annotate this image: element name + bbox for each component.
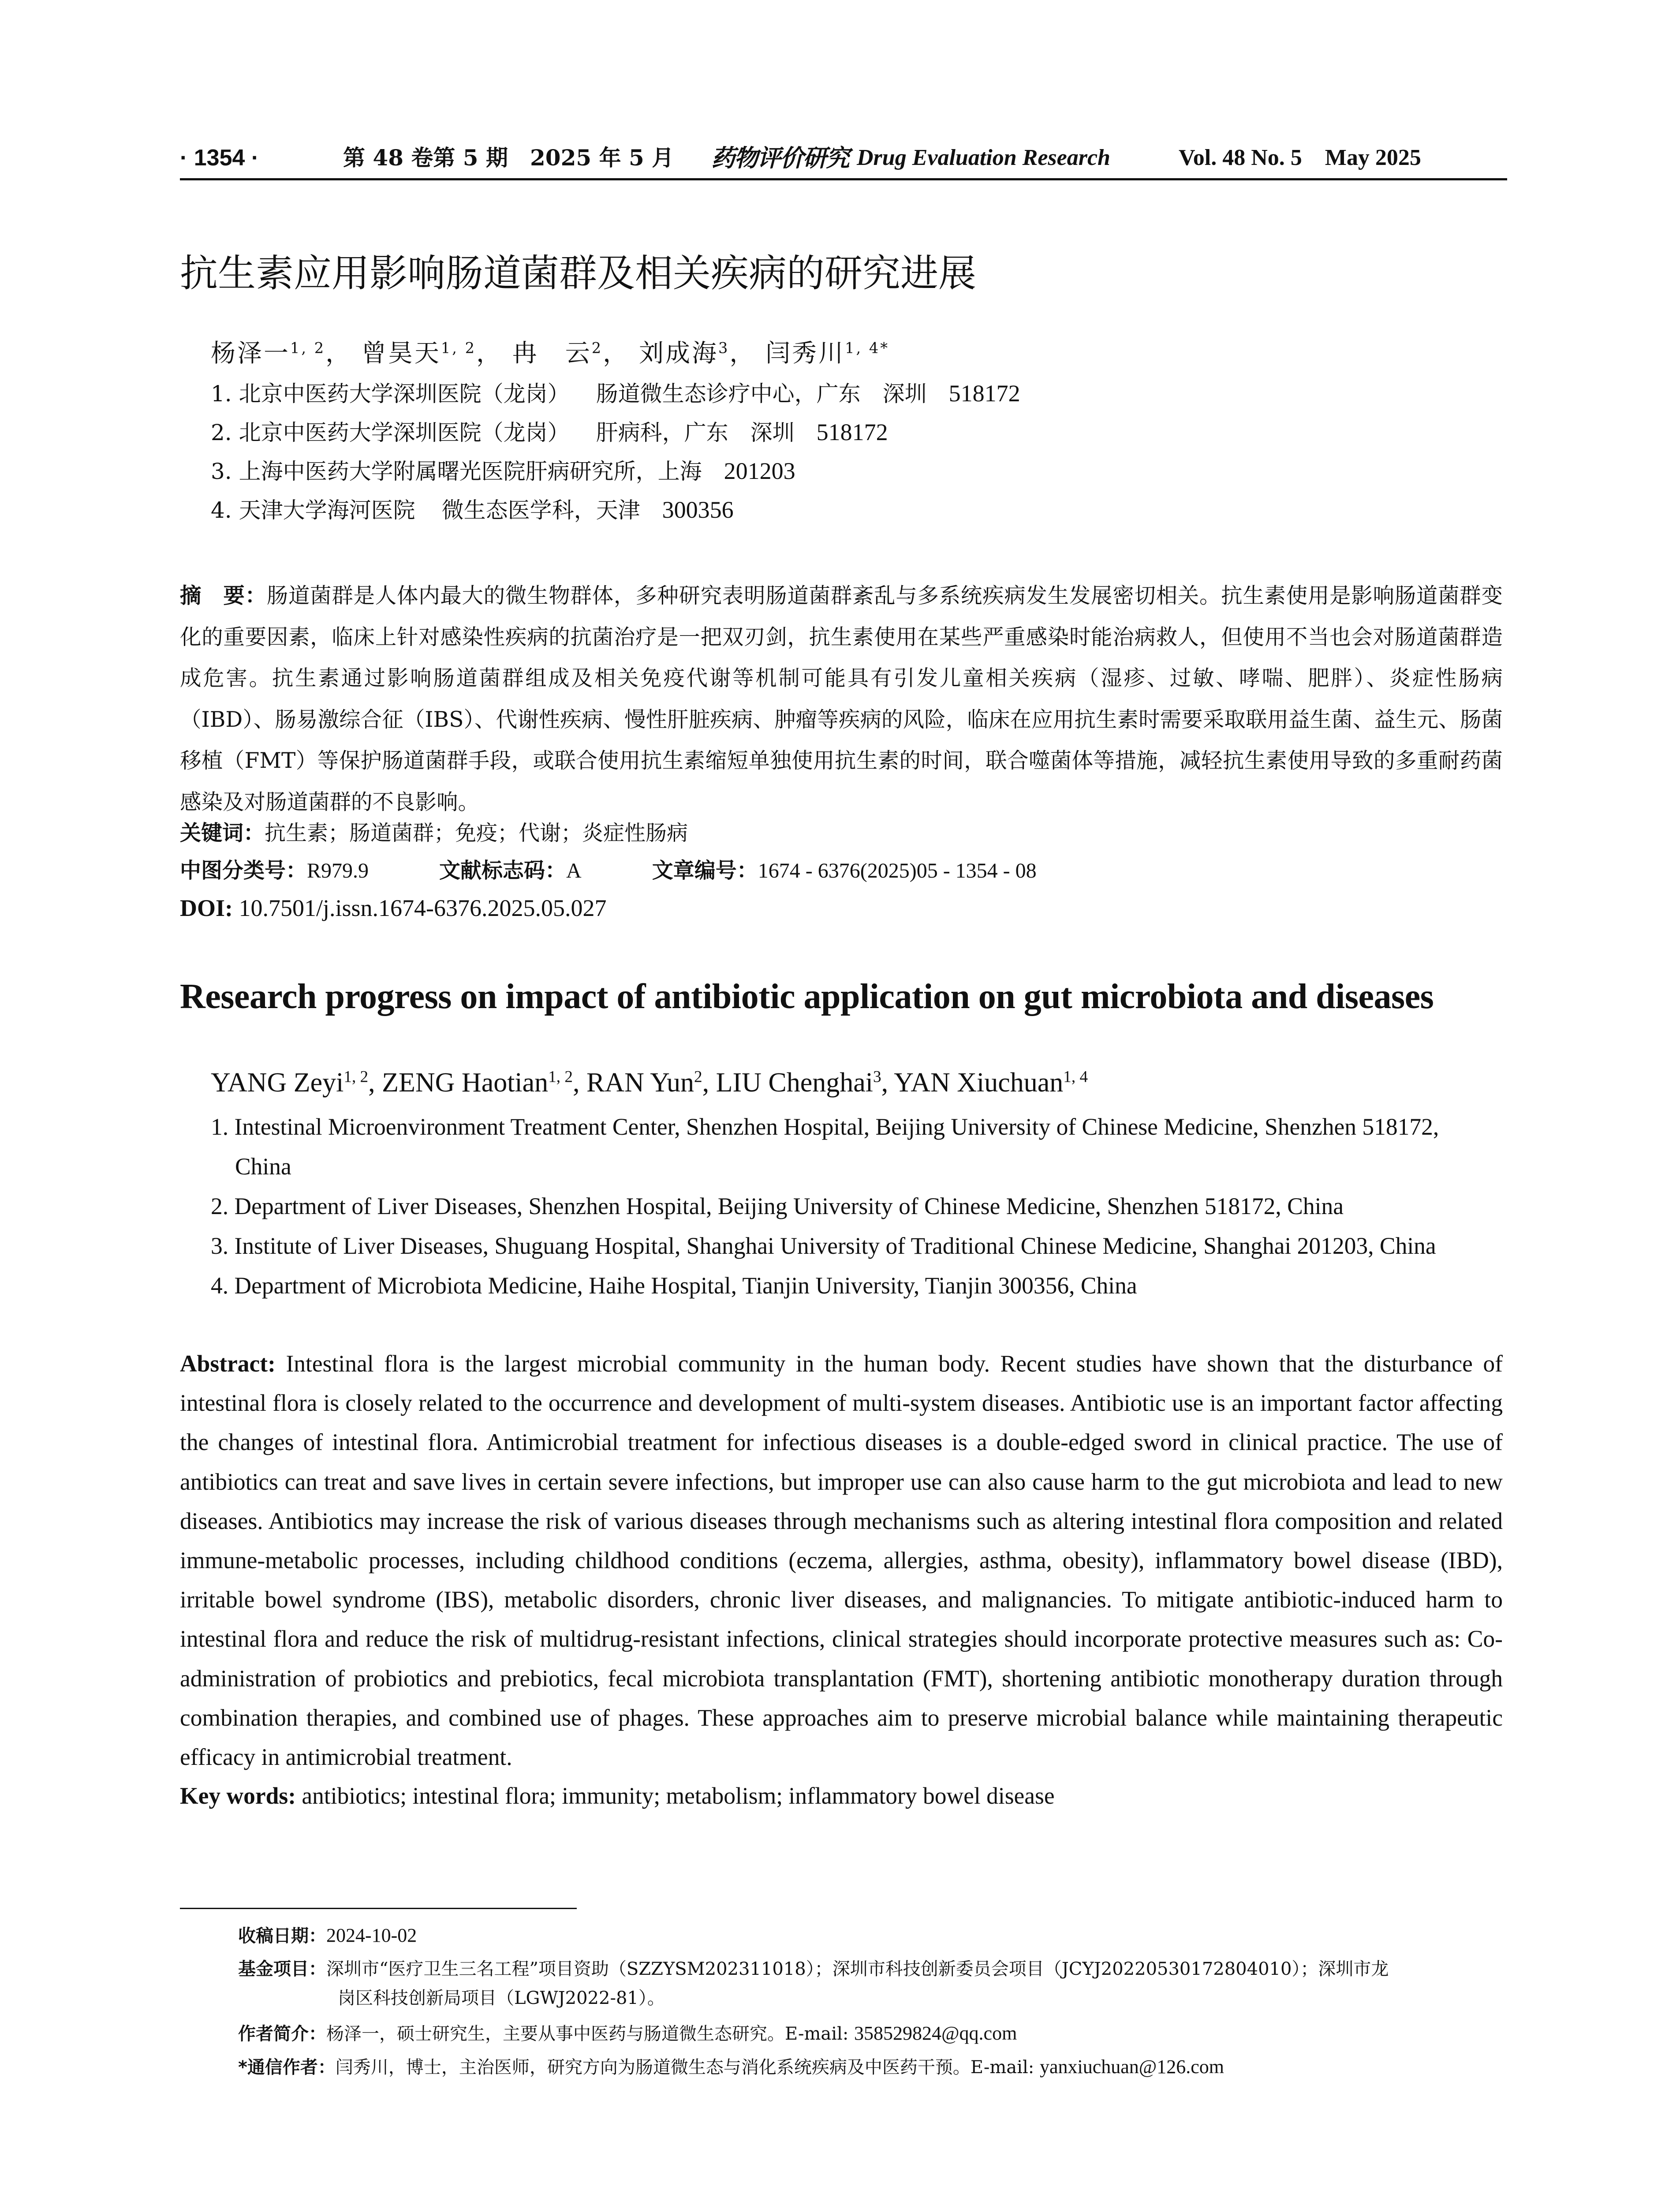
header-rule bbox=[180, 178, 1507, 180]
doc-code-label: 文献标志码： bbox=[439, 858, 567, 883]
affiliation-number: 4. bbox=[211, 497, 232, 523]
author-name: YAN Xiuchuan bbox=[894, 1068, 1064, 1098]
article-number-value: 1674 - 6376(2025)05 - 1354 - 08 bbox=[758, 859, 1037, 882]
author-affil-sup: 1, 2 bbox=[290, 339, 326, 357]
footnote-corresponding bbox=[238, 2052, 1508, 2082]
abstract-en bbox=[180, 1344, 1503, 1777]
footnote-author bbox=[238, 2019, 1508, 2048]
article-title-cn: 抗生素应用影响肠道菌群及相关疾病的研究进展 bbox=[180, 251, 976, 295]
affiliation-org: 上海中医药大学附属曙光医院肝病研究所，上海 bbox=[239, 459, 702, 484]
author-separator: ， bbox=[476, 339, 503, 368]
author-separator: ， bbox=[603, 339, 630, 368]
author-affil-sup: 1, 2 bbox=[441, 339, 476, 357]
author-bio-text: 杨泽一，硕士研究生，主要从事中医药与肠道微生态研究。E-mail: bbox=[326, 2024, 855, 2044]
author-name: 冉 云 bbox=[512, 339, 592, 368]
affiliation-en-1 bbox=[211, 1107, 1507, 1186]
keywords-en-text: antibiotics; intestinal flora; immunity; metabolism; inflammatory bowel disease bbox=[302, 1783, 1055, 1809]
doi-label: DOI: bbox=[180, 895, 233, 921]
affiliation-cn-4 bbox=[211, 492, 734, 528]
footnote-received bbox=[238, 1921, 1508, 1951]
running-header bbox=[180, 140, 1503, 176]
received-date: 2024-10-02 bbox=[326, 1925, 417, 1946]
author-affil-sup: 2 bbox=[694, 1068, 702, 1086]
keywords-cn bbox=[180, 815, 1503, 852]
article-title-en: Research progress on impact of antibiotic application on gut microbiota and diseases bbox=[180, 977, 1434, 1016]
affiliation-dept: 肠道微生态诊疗中心，广东 深圳 bbox=[596, 381, 927, 407]
author-name: YANG Zeyi bbox=[211, 1068, 344, 1098]
fund-label: 基金项目： bbox=[238, 1959, 326, 1979]
doc-code-value: A bbox=[566, 859, 582, 882]
affiliation-en-4 bbox=[211, 1266, 1507, 1305]
footnote-rule bbox=[180, 1908, 577, 1909]
article-number-label: 文章编号： bbox=[652, 858, 758, 883]
affiliation-dept: 微生态医学科，天津 bbox=[441, 497, 640, 523]
affiliation-zip: 201203 bbox=[724, 458, 795, 484]
author-separator: , bbox=[881, 1068, 894, 1098]
keywords-cn-label: 关键词： bbox=[180, 821, 265, 845]
journal-logo: 药物评价研究 bbox=[711, 144, 849, 172]
author-list-en bbox=[211, 1063, 1088, 1102]
issue-cn: 第 48 卷第 5 期 2025 年 5 月 bbox=[343, 145, 674, 171]
footnote-fund bbox=[238, 1955, 1508, 2013]
author-email: 358529824@qq.com bbox=[854, 2022, 1017, 2044]
author-separator: , bbox=[572, 1068, 586, 1098]
corresponding-text: 闫秀川，博士，主治医师，研究方向为肠道微生态与消化系统疾病及中医药干预。E-mail: bbox=[335, 2057, 1040, 2078]
author-affil-sup: 3 bbox=[873, 1068, 881, 1086]
affiliation-en-text: 1. Intestinal Microenvironment Treatment Center, Shenzhen Hospital, Beijing University of Chinese Medicine, Shenzhen 518172, bbox=[211, 1114, 1439, 1140]
abstract-cn bbox=[180, 576, 1503, 823]
doi-line bbox=[180, 889, 1503, 927]
received-label: 收稿日期： bbox=[238, 1926, 326, 1946]
author-affil-sup: 2 bbox=[591, 339, 603, 357]
author-affil-sup: 1, 4* bbox=[845, 339, 890, 357]
keywords-cn-text: 抗生素；肠道菌群；免疫；代谢；炎症性肠病 bbox=[265, 821, 688, 845]
fund-text-line1: 深圳市“医疗卫生三名工程”项目资助（SZZYSM202311018）；深圳市科技创新委员会项目（JCYJ20220530172804010）；深圳市龙 bbox=[326, 1959, 1389, 1979]
author-separator: ， bbox=[729, 339, 756, 368]
affiliation-org: 北京中医药大学深圳医院（龙岗） bbox=[239, 381, 570, 407]
keywords-en bbox=[180, 1776, 1503, 1816]
page-number: · 1354 · bbox=[180, 145, 259, 171]
author-list-cn bbox=[211, 336, 889, 371]
author-separator: , bbox=[368, 1068, 382, 1098]
affiliation-en-3 bbox=[211, 1226, 1507, 1266]
affiliation-en-text: 2. Department of Liver Diseases, Shenzhen Hospital, Beijing University of Chinese Medicine, Shenzhen 518172, China bbox=[211, 1193, 1344, 1219]
author-affil-sup: 1, 4 bbox=[1063, 1068, 1088, 1086]
author-affil-sup: 1, 2 bbox=[548, 1068, 573, 1086]
corresponding-label: *通信作者： bbox=[238, 2057, 336, 2078]
author-name: ZENG Haotian bbox=[382, 1068, 549, 1098]
author-separator: , bbox=[702, 1068, 716, 1098]
affiliation-en-text: 4. Department of Microbiota Medicine, Haihe Hospital, Tianjin University, Tianjin 300356, China bbox=[211, 1272, 1137, 1299]
affiliation-cn-3 bbox=[211, 453, 795, 489]
author-name: 杨泽一 bbox=[211, 339, 290, 368]
author-affil-sup: 3 bbox=[718, 339, 730, 357]
affiliation-number: 3. bbox=[211, 459, 232, 484]
author-affil-sup: 1, 2 bbox=[343, 1068, 369, 1086]
abstract-cn-label: 摘 要： bbox=[180, 583, 267, 608]
author-name: 闫秀川 bbox=[765, 339, 845, 368]
issue-en: Vol. 48 No. 5 May 2025 bbox=[1179, 145, 1421, 170]
classification-line bbox=[180, 852, 1503, 889]
author-separator: ， bbox=[325, 339, 352, 368]
affiliation-number: 2. bbox=[211, 420, 232, 445]
affiliation-number: 1. bbox=[211, 381, 232, 407]
abstract-en-label: Abstract: bbox=[180, 1350, 276, 1377]
affiliation-org: 天津大学海河医院 bbox=[239, 497, 415, 523]
affiliation-cn-1 bbox=[211, 376, 1020, 411]
author-name: LIU Chenghai bbox=[716, 1068, 873, 1098]
abstract-cn-text: 肠道菌群是人体内最大的微生物群体，多种研究表明肠道菌群紊乱与多系统疾病发生发展密切相关。抗生素使用是影响肠道菌群变化的重要因素，临床上针对感染性疾病的抗菌治疗是一把双刃剑，抗生素使用在某些严重感染时能治病救人，但使用不当也会对肠道菌群造成危害。抗生素通过影响肠道菌群组成及相关免疫代谢等机制可能具有引发儿童相关疾病（湿疹、过敏、哮喘、肥胖）、炎症性肠病（IBD）、肠易激综合征（IBS）、代谢性疾病、慢性肝脏疾病、肿瘤等疾病的风险，临床在应用抗生素时需要采取联用益生菌、益生元、肠菌移植（FMT）等保护肠道菌群手段，或联合使用抗生素缩短单独使用抗生素的时间，联合噬菌体等措施，减轻抗生素使用导致的多重耐药菌感染及对肠道菌群的不良影响。 bbox=[180, 583, 1503, 815]
author-bio-label: 作者简介： bbox=[238, 2024, 326, 2044]
affiliation-zip: 518172 bbox=[816, 419, 888, 445]
affiliation-dept: 肝病科，广东 深圳 bbox=[596, 420, 795, 445]
clc-value: R979.9 bbox=[307, 859, 369, 882]
author-name: 刘成海 bbox=[638, 339, 718, 368]
fund-text-line2: 岗区科技创新局项目（LGWJ2022-81）。 bbox=[338, 1988, 665, 2008]
author-name: RAN Yun bbox=[586, 1068, 694, 1098]
affiliation-cn-2 bbox=[211, 415, 888, 450]
affiliation-zip: 300356 bbox=[662, 497, 734, 523]
affiliation-en-text: 3. Institute of Liver Diseases, Shuguang Hospital, Shanghai University of Traditional Chinese Medicine, Shanghai 201203, China bbox=[211, 1233, 1436, 1259]
doi-value: 10.7501/j.issn.1674-6376.2025.05.027 bbox=[239, 895, 607, 921]
affiliation-en-2 bbox=[211, 1186, 1507, 1226]
abstract-en-text: Intestinal flora is the largest microbial community in the human body. Recent studies have shown that the disturbance of intestinal flora is closely related to the occurrence and development of multi-system diseases. Antibiotic use is an important factor affecting the changes of intestinal flora. Antimicrobial treatment for infectious diseases is a double-edged sword in clinical practice. The use of antibiotics can treat and save lives in certain severe infections, but improper use can also cause harm to the gut microbiota and lead to new diseases. Antibiotics may increase the risk of various diseases through mechanisms such as altering intestinal flora composition and related immune-metabolic processes, including childhood conditions (eczema, allergies, asthma, obesity), inflammatory bowel disease (IBD), irritable bowel syndrome (IBS), metabolic disorders, chronic liver diseases, and malignancies. To mitigate antibiotic-induced harm to intestinal flora and reduce the risk of multidrug-resistant infections, clinical strategies should incorporate protective measures such as: Co-administration of probiotics and prebiotics, fecal microbiota transplantation (FMT), shortening antibiotic monotherapy duration through combination therapies, and combined use of phages. These approaches aim to preserve microbial balance while maintaining therapeutic efficacy in antimicrobial treatment. bbox=[180, 1350, 1503, 1771]
author-name: 曾昊天 bbox=[361, 339, 441, 368]
affiliation-org: 北京中医药大学深圳医院（龙岗） bbox=[239, 420, 570, 445]
corresponding-email: yanxiuchuan@126.com bbox=[1039, 2056, 1225, 2078]
clc-label: 中图分类号： bbox=[180, 858, 307, 883]
affiliation-zip: 518172 bbox=[948, 380, 1020, 407]
affiliation-en-continuation: China bbox=[235, 1153, 291, 1180]
keywords-en-label: Key words: bbox=[180, 1783, 296, 1809]
journal-name-en: Drug Evaluation Research bbox=[857, 145, 1110, 170]
